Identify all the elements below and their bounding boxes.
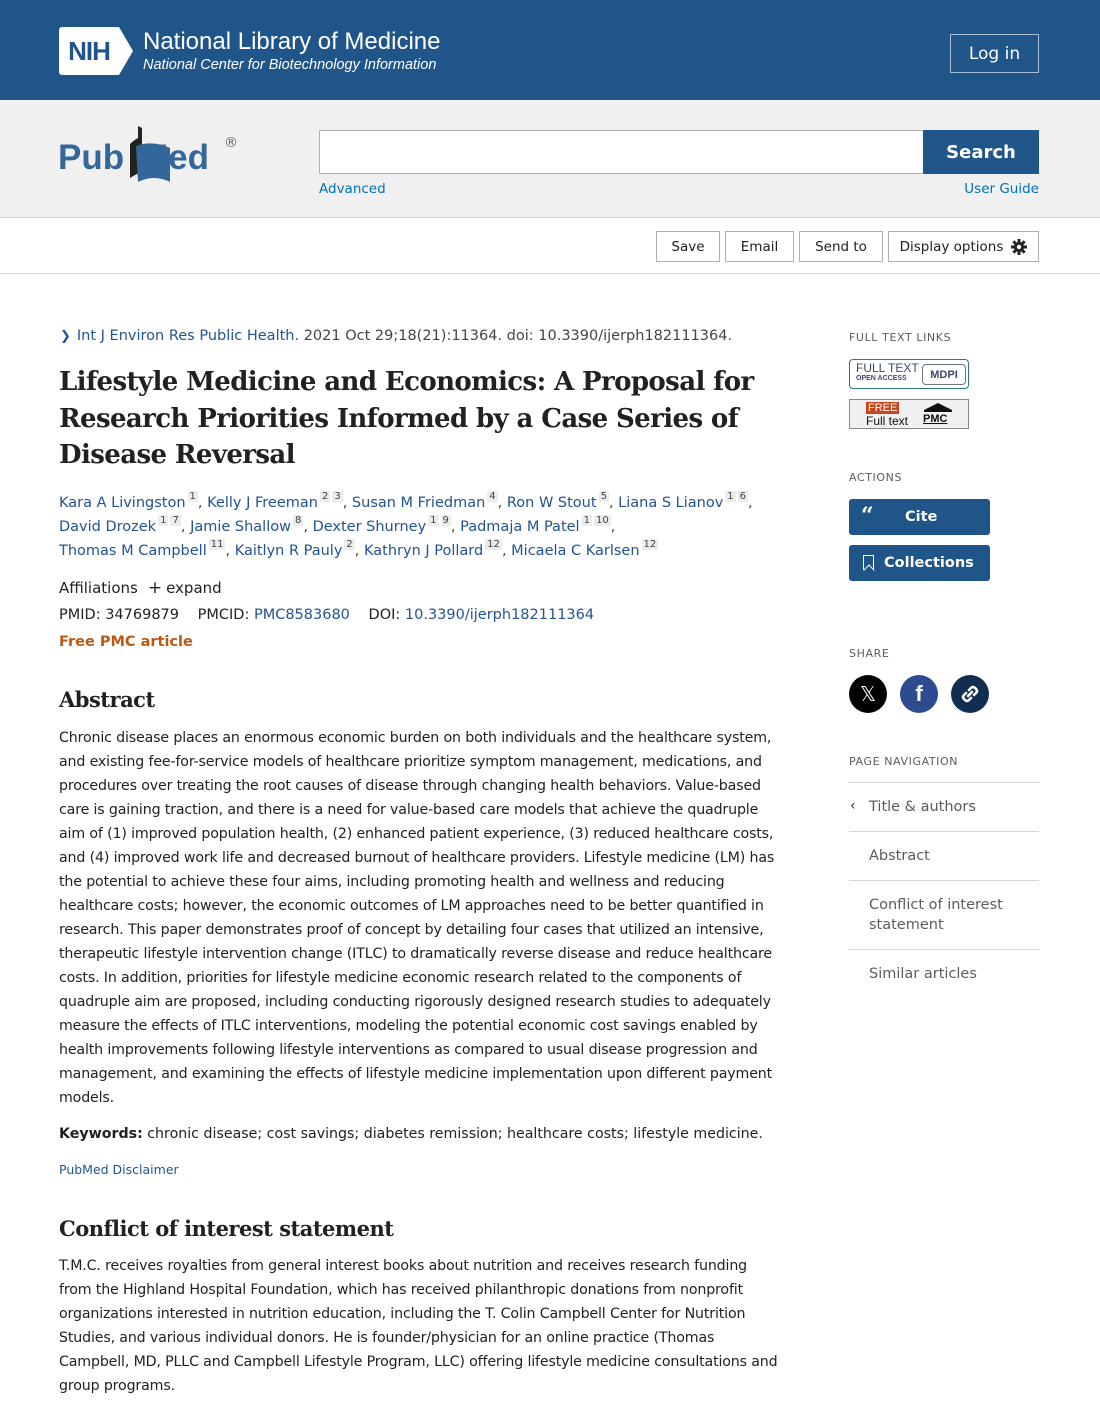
- free-pmc-badge: Free PMC article: [59, 634, 193, 650]
- advanced-search-link[interactable]: Advanced: [319, 181, 386, 197]
- affiliation-ref[interactable]: 1: [430, 515, 437, 527]
- abstract-text: Chronic disease places an enormous economic burden on both individuals and the healthcare system, and existing fee-for-service models of healthcare prioritize symptom management, medications, and procedures over treating the root causes of disease through changing health behaviors. Value-based care is gaining traction, and there is a need for value-based care models that achieve the quadruple aim of (1) improved population health, (2) enhanced patient experience, (3) reduced healthcare costs, and (4) improved work life and decreased burnout of healthcare providers. Lifestyle medicine (LM) has the potential to achieve these four aims, including promoting health and wellness and reducing healthcare costs; however, the economic outcomes of LM approaches need to be better quantified in research. This paper demonstrates proof of concept by detailing four cases that utilized an intensive, therapeutic lifestyle intervention change (ITLC) to dramatically reverse disease and reduce healthcare costs. In addition, priorities for lifestyle medicine economic research related to the components of quadruple aim are proposed, including conducting rigorously designed research studies to adequately measure the effects of ITLC interventions, modeling the potential economic cost savings enabled by health improvements following lifestyle interventions as compared to usual disease progression and management, and examining the effects of lifestyle medicine implementation upon different payment models.: [59, 730, 775, 1106]
- affiliation-ref[interactable]: 10: [595, 515, 609, 527]
- mdpi-full-text-link[interactable]: [849, 359, 969, 389]
- send-to-button[interactable]: Send to: [799, 231, 883, 262]
- keywords: [59, 1122, 763, 1146]
- quote-icon: “: [861, 503, 874, 529]
- author-link[interactable]: Susan M Friedman: [351, 495, 486, 511]
- facebook-icon: f: [915, 681, 923, 706]
- pmcid-link[interactable]: PMC8583680: [253, 607, 350, 623]
- identifiers-row: [59, 603, 594, 627]
- page-nav-similar-articles[interactable]: [849, 950, 1039, 998]
- share-facebook-button[interactable]: [900, 675, 938, 713]
- search-input[interactable]: [319, 130, 923, 174]
- copy-link-button[interactable]: [951, 675, 989, 713]
- affiliation-ref[interactable]: 9: [442, 515, 449, 527]
- share-label: SHARE: [849, 647, 890, 660]
- author-link[interactable]: Padmaja M Patel: [460, 519, 580, 535]
- full-text-links-label: FULL TEXT LINKS: [849, 331, 952, 344]
- author-link[interactable]: Jamie Shallow: [190, 519, 291, 535]
- affiliation-ref[interactable]: 7: [172, 515, 179, 527]
- author-link[interactable]: Micaela C Karlsen: [511, 543, 640, 559]
- pubmed-disclaimer-link[interactable]: PubMed Disclaimer: [59, 1162, 179, 1177]
- article-toolbar: [0, 218, 1100, 274]
- nih-banner: [0, 0, 1100, 100]
- mdpi-logo-icon: MDPI: [922, 364, 966, 385]
- author-link[interactable]: Ron W Stout: [506, 495, 597, 511]
- affiliation-ref[interactable]: 1: [583, 515, 590, 527]
- author-link[interactable]: Kathryn J Pollard: [364, 543, 484, 559]
- page-nav-label: Similar articles: [869, 966, 977, 982]
- registered-mark: ®: [224, 135, 238, 151]
- pubmed-logo-pub: Pub: [58, 138, 125, 177]
- gear-icon: [1011, 239, 1027, 255]
- author-list: Kara A Livingston $^1$ , Kelly J Freeman $^2$ $^3$ , Susan M Friedman $^4$ , Ron W Stout $^5$ , Liana S Lianov $^1$ $^6$ , David Drozek $^1$ $^7$ , Jamie Shallow $^8$ , Dexter Shurney $^1$ $^9$ , Padmaja M Patel $^1$ $^{10}$ , Thomas M Campbell $^{11}$ , Kaitlyn R Pauly $^2$ , Kathryn J Pollard $^{12}$ , Micaela C Karlsen $^{12}$: [59, 491, 753, 559]
- nih-title: National Library of Medicine: [143, 28, 441, 55]
- actions-label: ACTIONS: [849, 471, 903, 484]
- link-icon: [961, 685, 979, 703]
- pmc-full-text-link[interactable]: [849, 399, 969, 429]
- affiliation-ref[interactable]: 4: [489, 491, 496, 503]
- affiliation-ref[interactable]: 1: [189, 491, 196, 503]
- pmc-logo-icon: PMC: [923, 413, 948, 425]
- page-nav-abstract[interactable]: [849, 832, 1039, 881]
- pmc-roof-icon: [924, 403, 952, 410]
- collections-button[interactable]: [849, 545, 990, 581]
- author-link[interactable]: Dexter Shurney: [312, 519, 427, 535]
- nih-badge-icon: [59, 27, 133, 75]
- affiliation-ref[interactable]: 3: [334, 491, 341, 503]
- page-nav-label: Conflict of interest statement: [869, 897, 1003, 933]
- keywords-list: chronic disease; cost savings; diabetes remission; healthcare costs; lifestyle medicine.: [142, 1126, 763, 1142]
- author-link[interactable]: David Drozek: [59, 519, 157, 535]
- mdpi-line2: OPEN ACCESS: [856, 375, 907, 382]
- citation-line: [60, 321, 732, 352]
- conflict-of-interest-text: T.M.C. receives royalties from general interest books about nutrition and receives research funding from the Highland Hospital Foundation, which has received philanthropic donations from nonprofit organizations interested in nutrition education, including the T. Colin Campbell Center for Nutrition Studies, and various individual donors. He is founder/physician for an online practice (Thomas Campbell, MD, PLLC and Campbell Lifestyle Program, LLC) offering lifestyle medicine consultations and group programs.: [59, 1258, 778, 1394]
- journal-link[interactable]: Int J Environ Res Public Health.: [76, 328, 300, 344]
- affiliation-ref[interactable]: 2: [346, 539, 353, 551]
- display-options-label: Display options: [899, 238, 1004, 255]
- share-buttons: [849, 675, 989, 713]
- affiliations-row: [59, 576, 222, 600]
- search-band: [0, 100, 1100, 218]
- pmid-value: 34769879: [105, 607, 180, 623]
- author-link[interactable]: Liana S Lianov: [618, 495, 724, 511]
- affiliation-ref[interactable]: 11: [210, 539, 224, 551]
- page-nav-label: Abstract: [869, 848, 930, 864]
- pmcid-label: PMCID:: [197, 607, 250, 623]
- cite-label: Cite: [905, 509, 938, 525]
- share-x-button[interactable]: [849, 675, 887, 713]
- pmc-full-text-label: Full text: [866, 414, 909, 428]
- affiliation-ref[interactable]: 12: [487, 539, 500, 551]
- pmid-label: PMID:: [59, 607, 101, 623]
- save-button[interactable]: Save: [656, 231, 720, 262]
- chevron-left-icon: ‹: [850, 798, 856, 814]
- pmc-free-label: FREE: [868, 402, 898, 414]
- doi-label: DOI:: [368, 607, 401, 623]
- x-logo-icon: 𝕏: [859, 682, 877, 706]
- collections-label: Collections: [884, 555, 974, 571]
- page-nav-conflict-of-interest[interactable]: [849, 881, 1039, 950]
- pmc-roof-bar: [924, 410, 952, 412]
- plus-icon[interactable]: +: [147, 578, 163, 598]
- pubmed-logo[interactable]: [58, 124, 248, 194]
- affiliation-ref[interactable]: 1: [727, 491, 734, 503]
- affiliation-ref[interactable]: 2: [321, 491, 329, 503]
- author-link[interactable]: Thomas M Campbell: [59, 543, 207, 559]
- login-button[interactable]: Log in: [950, 34, 1039, 73]
- affiliation-ref[interactable]: 12: [643, 539, 657, 551]
- bookmark-icon: [863, 555, 874, 570]
- article-title: Lifestyle Medicine and Economics: A Proposal for Research Priorities Informed by a Case Series of Disease Reversal: [59, 367, 754, 470]
- page-nav-title-authors[interactable]: [849, 783, 1039, 832]
- abstract-heading: Abstract: [59, 687, 155, 712]
- page-navigation: [849, 782, 1039, 998]
- author-link[interactable]: Kara A Livingston: [59, 495, 186, 511]
- conflict-of-interest-heading: Conflict of interest statement: [59, 1216, 394, 1241]
- nih-badge-text: NIH: [59, 27, 119, 75]
- citation-details: 2021 Oct 29;18(21):11364. doi: 10.3390/ijerph182111364.: [299, 328, 733, 344]
- user-guide-link[interactable]: User Guide: [964, 181, 1039, 197]
- doi-link[interactable]: 10.3390/ijerph182111364: [404, 607, 595, 623]
- nih-logo[interactable]: [59, 27, 440, 75]
- pubmed-logo-med: Med: [139, 138, 209, 177]
- affiliation-ref[interactable]: 8: [294, 515, 302, 527]
- keywords-label: Keywords:: [59, 1126, 143, 1142]
- expand-affiliations-toggle[interactable]: expand: [166, 579, 222, 597]
- page-nav-label: Title & authors: [869, 799, 976, 815]
- chevron-right-icon[interactable]: ❯: [60, 329, 71, 344]
- mdpi-line1: FULL TEXT: [856, 361, 919, 375]
- affiliation-ref[interactable]: 5: [600, 491, 607, 503]
- affiliation-ref[interactable]: 6: [739, 491, 747, 503]
- display-options-button[interactable]: [888, 231, 1039, 262]
- email-button[interactable]: Email: [725, 231, 794, 262]
- affiliations-label: Affiliations: [59, 579, 138, 597]
- author-link[interactable]: Kelly J Freeman: [207, 495, 318, 511]
- page-navigation-label: PAGE NAVIGATION: [849, 755, 959, 768]
- search-button[interactable]: Search: [923, 130, 1039, 174]
- author-link[interactable]: Kaitlyn R Pauly: [234, 543, 343, 559]
- affiliation-ref[interactable]: 1: [160, 515, 167, 527]
- nih-subtitle: National Center for Biotechnology Information: [143, 57, 437, 73]
- nih-chevron-icon: [119, 27, 133, 75]
- cite-button[interactable]: [849, 499, 990, 535]
